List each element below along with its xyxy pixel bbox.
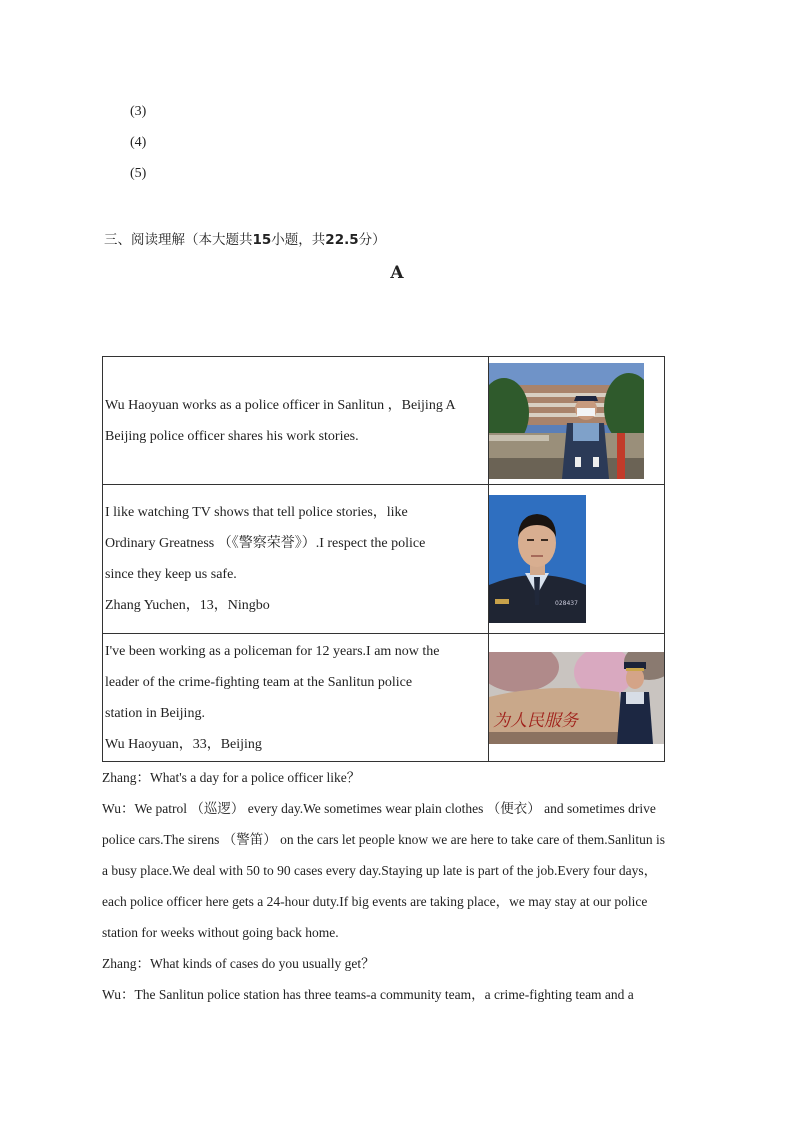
table-cell-text: I've been working as a policeman for 12 years.I am now the leader of the crime-fighting team at the Sanlitun police station in Beijing. Wu Haoyuan，33，Beijing	[103, 634, 489, 762]
dialogue-line: a busy place.We deal with 50 to 90 cases every day.Staying up late is part of the job.Every four days，	[102, 863, 658, 878]
table-row	[103, 485, 665, 634]
dialogue-line: police cars.The sirens （警笛） on the cars let people know we are here to take care of them.Sanlitun is	[102, 832, 666, 847]
table-cell-text: I like watching TV shows that tell police stories，like Ordinary Greatness （《警察荣誉》）.I respect the police since they keep us safe. Zhang Yuchen，13，Ningbo	[103, 485, 489, 634]
badge-number: 028437	[555, 600, 578, 607]
table-row	[103, 357, 665, 485]
table-row	[103, 634, 665, 762]
dialogue-line: each police officer here gets a 24-hour duty.If big events are taking place，we may stay at our police	[102, 894, 648, 909]
table-cell-photo	[489, 357, 665, 485]
interview-dialogue	[102, 762, 702, 1010]
table-cell-photo	[489, 485, 665, 634]
police-officer-mask-photo	[489, 363, 644, 479]
story-table	[102, 356, 665, 762]
dialogue-line: station for weeks without going back home.	[102, 925, 339, 940]
question-number-5: (5)	[130, 166, 147, 181]
banner-slogan: 为人民服务	[493, 710, 578, 731]
question-number-4: (4)	[130, 135, 147, 150]
dialogue-line: Wu：We patrol （巡逻） every day.We sometimes wear plain clothes （便衣） and sometimes drive	[102, 801, 656, 816]
dialogue-line: Wu：The Sanlitun police station has three teams-a community team，a crime-fighting team and a	[102, 987, 634, 1002]
dialogue-line: Zhang：What kinds of cases do you usually get？	[102, 956, 375, 971]
table-cell-text: Wu Haoyuan works as a police officer in Sanlitun ，Beijing A Beijing police officer shares his work stories.	[103, 357, 489, 485]
section-heading: 三、阅读理解（本大题共15小题，共22.5分）	[104, 232, 386, 248]
passage-label: A	[390, 263, 404, 283]
dialogue-line: Zhang：What's a day for a police officer like？	[102, 770, 361, 785]
question-number-3: (3)	[130, 104, 147, 119]
table-cell-photo	[489, 634, 665, 762]
police-officer-portrait-photo	[489, 495, 586, 623]
police-officer-banner-photo	[489, 652, 664, 744]
